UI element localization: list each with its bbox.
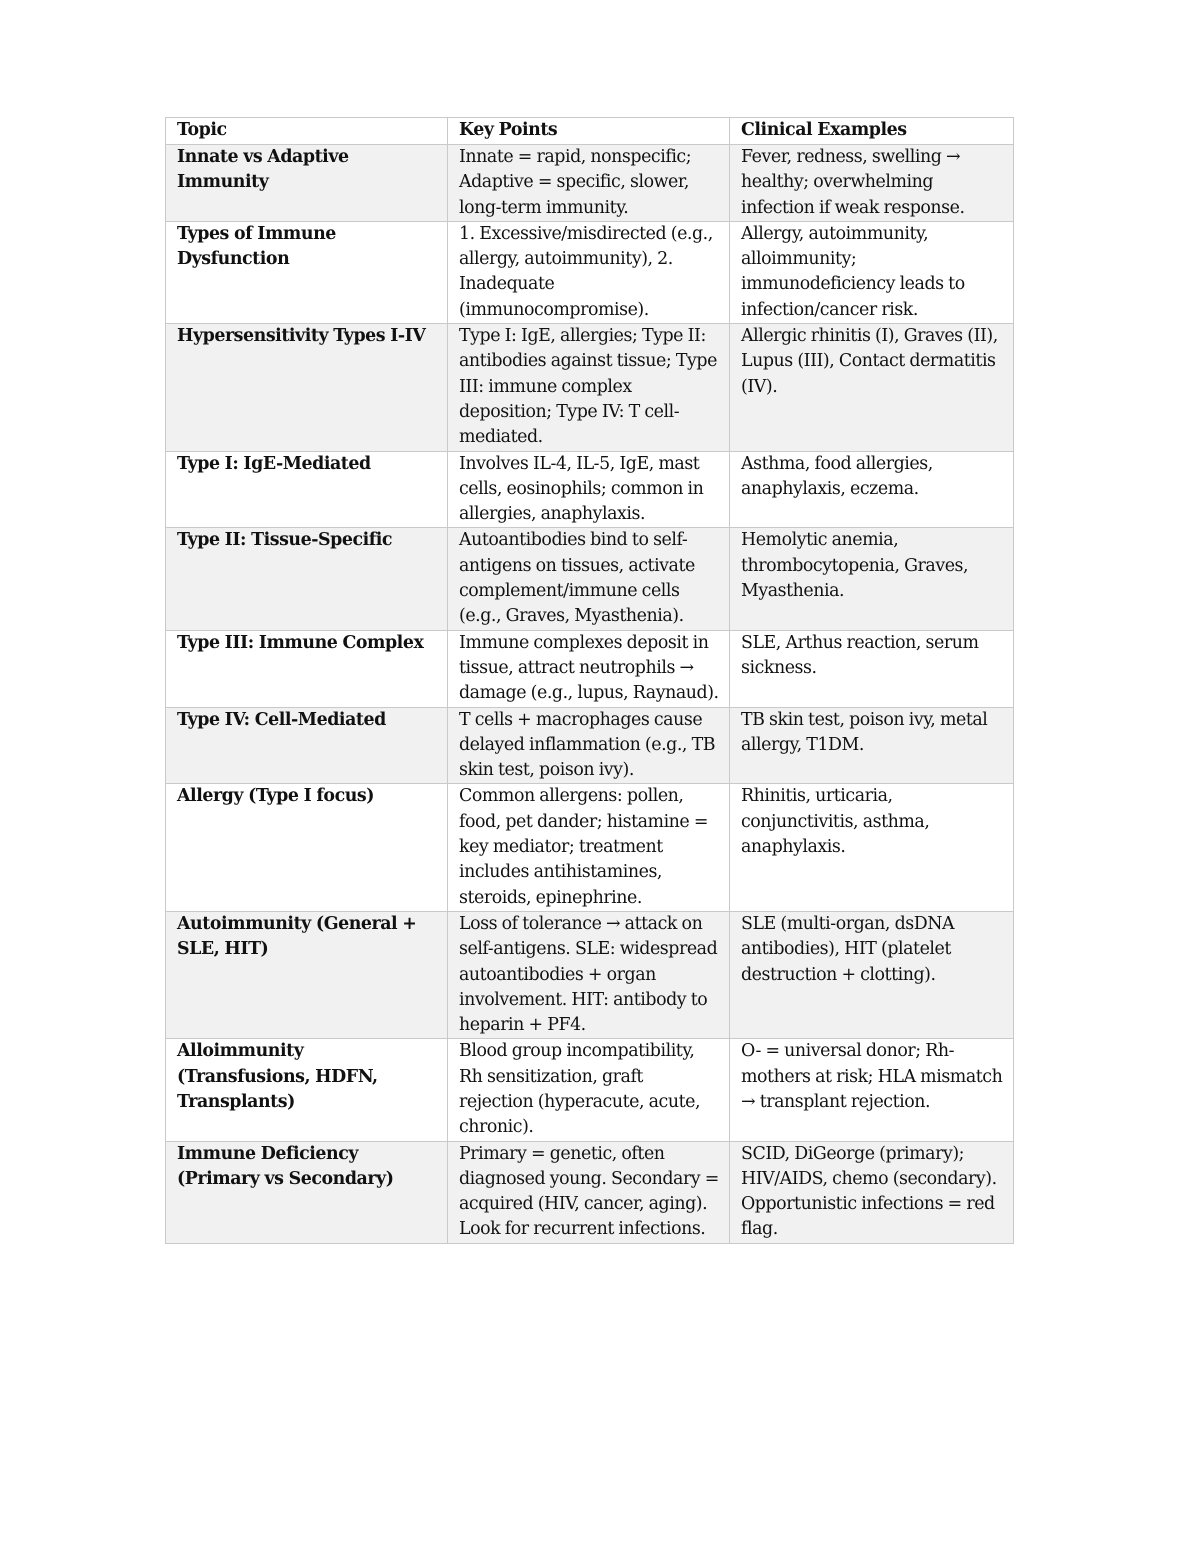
header-clinical-examples: Clinical Examples	[730, 118, 1014, 145]
key-points-cell: Loss of tolerance → attack on self-antigens. SLE: widespread autoantibodies + organ involvement. HIT: antibody to heparin + PF4.	[448, 911, 730, 1038]
clinical-examples-cell: Rhinitis, urticaria, conjunctivitis, asthma, anaphylaxis.	[730, 784, 1014, 911]
table-row	[166, 528, 1014, 630]
table-header-row	[166, 118, 1014, 145]
table-row	[166, 784, 1014, 911]
clinical-examples-cell: TB skin test, poison ivy, metal allergy, T1DM.	[730, 707, 1014, 784]
table-row	[166, 451, 1014, 528]
key-points-cell: Type I: IgE, allergies; Type II: antibodies against tissue; Type III: immune complex deposition; Type IV: T cell-mediated.	[448, 324, 730, 451]
topic-cell: Type IV: Cell-Mediated	[166, 707, 448, 784]
table-row	[166, 221, 1014, 323]
clinical-examples-cell: Allergic rhinitis (I), Graves (II), Lupus (III), Contact dermatitis (IV).	[730, 324, 1014, 451]
topic-cell: Type II: Tissue-Specific	[166, 528, 448, 630]
key-points-cell: Blood group incompatibility, Rh sensitization, graft rejection (hyperacute, acute, chronic).	[448, 1039, 730, 1141]
clinical-examples-cell: SLE (multi-organ, dsDNA antibodies), HIT (platelet destruction + clotting).	[730, 911, 1014, 1038]
clinical-examples-cell: Fever, redness, swelling → healthy; overwhelming infection if weak response.	[730, 145, 1014, 222]
clinical-examples-cell: Hemolytic anemia, thrombocytopenia, Graves, Myasthenia.	[730, 528, 1014, 630]
key-points-cell: Autoantibodies bind to self-antigens on tissues, activate complement/immune cells (e.g., Graves, Myasthenia).	[448, 528, 730, 630]
header-key-points: Key Points	[448, 118, 730, 145]
clinical-examples-cell: Asthma, food allergies, anaphylaxis, eczema.	[730, 451, 1014, 528]
topic-cell: Immune Deficiency (Primary vs Secondary)	[166, 1141, 448, 1243]
clinical-examples-cell: Allergy, autoimmunity, alloimmunity; immunodeficiency leads to infection/cancer risk.	[730, 221, 1014, 323]
table-row	[166, 630, 1014, 707]
table-row	[166, 1141, 1014, 1243]
table-row	[166, 324, 1014, 451]
table-row	[166, 145, 1014, 222]
topic-cell: Innate vs Adaptive Immunity	[166, 145, 448, 222]
topic-cell: Type I: IgE-Mediated	[166, 451, 448, 528]
key-points-cell: 1. Excessive/misdirected (e.g., allergy, autoimmunity), 2. Inadequate (immunocompromise).	[448, 221, 730, 323]
clinical-examples-cell: SCID, DiGeorge (primary); HIV/AIDS, chemo (secondary). Opportunistic infections = red flag.	[730, 1141, 1014, 1243]
clinical-examples-cell: SLE, Arthus reaction, serum sickness.	[730, 630, 1014, 707]
clinical-examples-cell: O- = universal donor; Rh-mothers at risk; HLA mismatch → transplant rejection.	[730, 1039, 1014, 1141]
key-points-cell: Involves IL-4, IL-5, IgE, mast cells, eosinophils; common in allergies, anaphylaxis.	[448, 451, 730, 528]
table-row	[166, 1039, 1014, 1141]
key-points-cell: Innate = rapid, nonspecific; Adaptive = specific, slower, long-term immunity.	[448, 145, 730, 222]
topic-cell: Allergy (Type I focus)	[166, 784, 448, 911]
table-row	[166, 911, 1014, 1038]
topic-cell: Type III: Immune Complex	[166, 630, 448, 707]
key-points-cell: Primary = genetic, often diagnosed young. Secondary = acquired (HIV, cancer, aging). Look for recurrent infections.	[448, 1141, 730, 1243]
key-points-cell: Common allergens: pollen, food, pet dander; histamine = key mediator; treatment includes antihistamines, steroids, epinephrine.	[448, 784, 730, 911]
key-points-cell: T cells + macrophages cause delayed inflammation (e.g., TB skin test, poison ivy).	[448, 707, 730, 784]
immunology-summary-table	[165, 117, 1014, 1244]
header-topic: Topic	[166, 118, 448, 145]
topic-cell: Autoimmunity (General + SLE, HIT)	[166, 911, 448, 1038]
topic-cell: Types of Immune Dysfunction	[166, 221, 448, 323]
topic-cell: Alloimmunity (Transfusions, HDFN, Transplants)	[166, 1039, 448, 1141]
key-points-cell: Immune complexes deposit in tissue, attract neutrophils → damage (e.g., lupus, Raynaud).	[448, 630, 730, 707]
topic-cell: Hypersensitivity Types I-IV	[166, 324, 448, 451]
table-row	[166, 707, 1014, 784]
